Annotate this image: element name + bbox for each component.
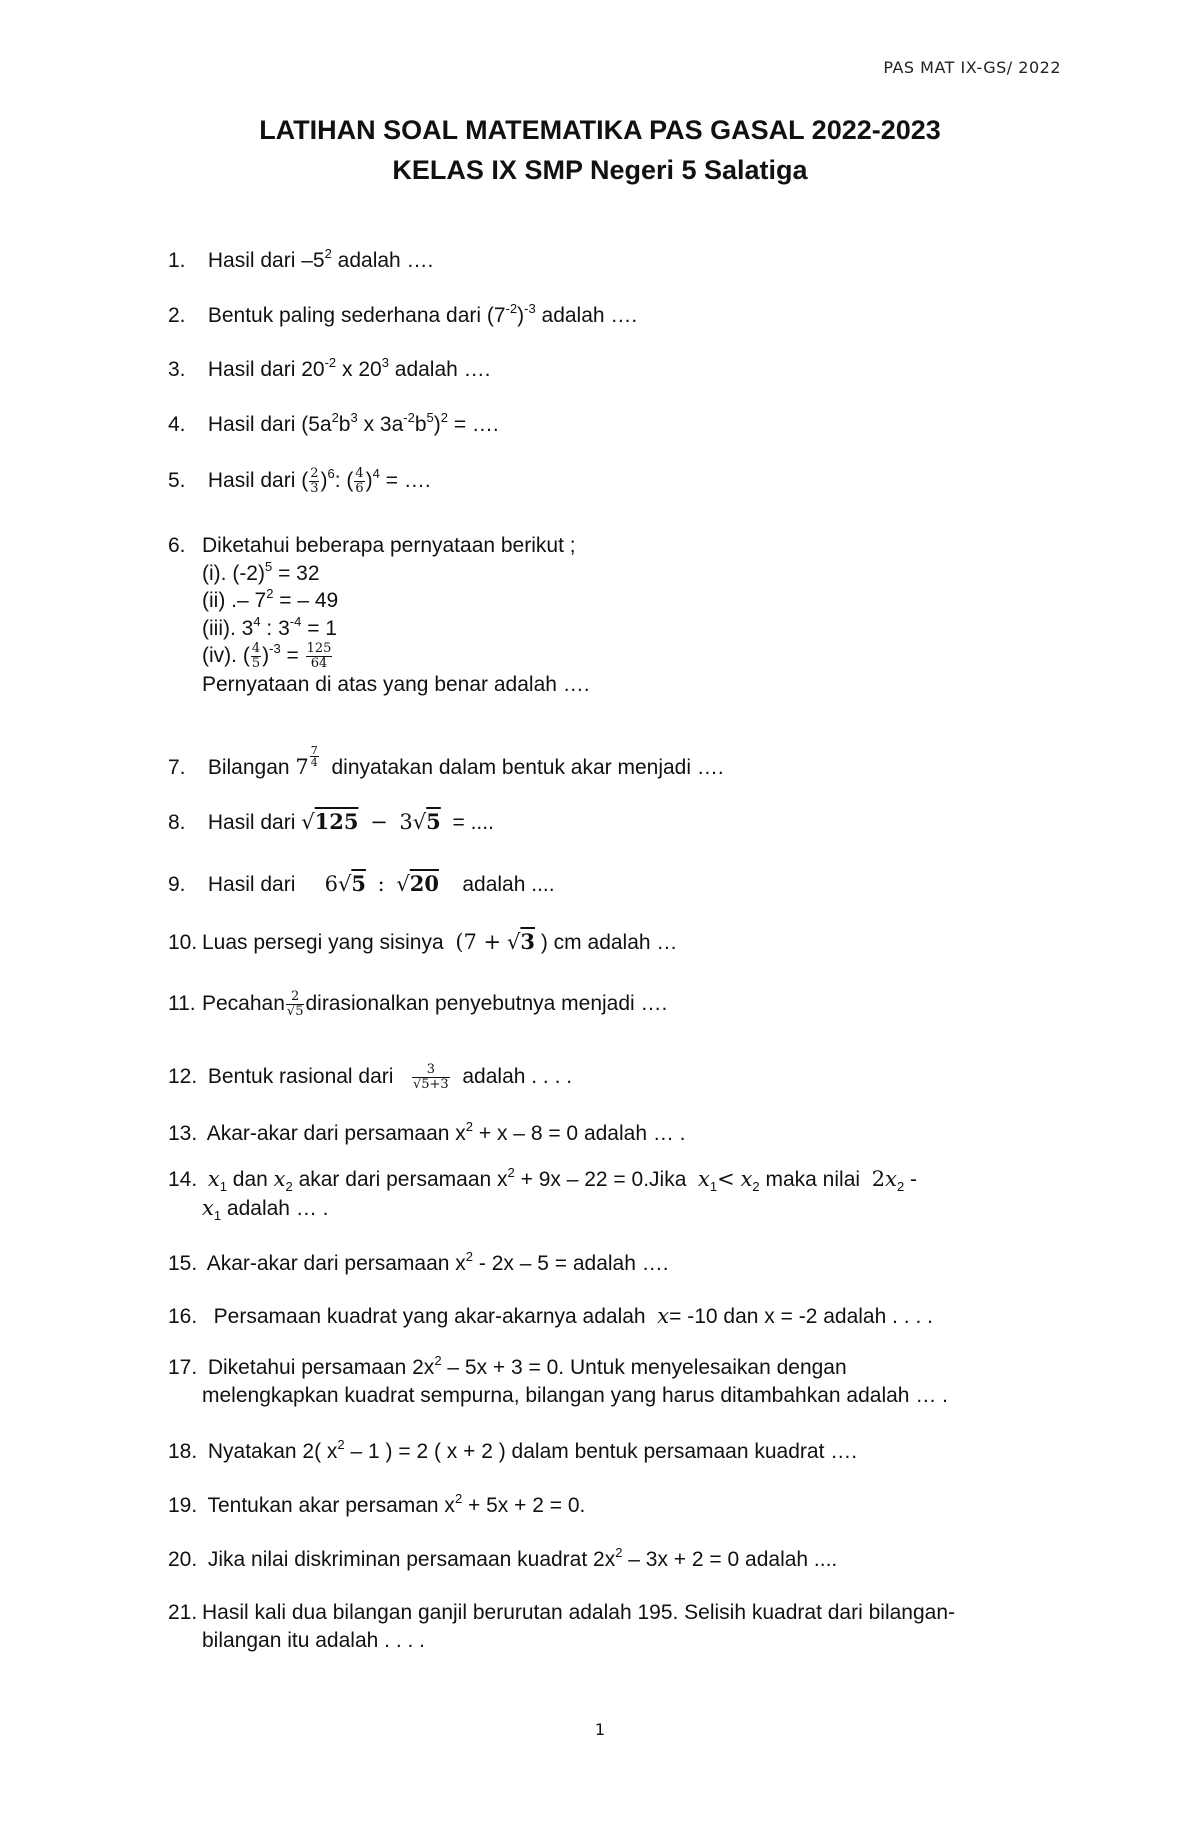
question-15 [168, 1250, 1068, 1278]
question-number: 14. [168, 1168, 198, 1191]
question-text: Nyatakan 2( x [207, 1440, 338, 1463]
subscript: 2 [896, 1179, 905, 1194]
numerator: 3 [412, 1063, 450, 1078]
statement-conclusion: Pernyataan di atas yang benar adalah …. [202, 673, 590, 696]
fraction [306, 642, 333, 671]
question-number: 10. [168, 931, 198, 954]
question-text: akar dari persamaan x [298, 1168, 508, 1191]
question-5 [168, 467, 1068, 496]
question-text: – 1 ) = 2 ( x + 2 ) dalam bentuk persamaan kuadrat …. [350, 1440, 858, 1463]
subscript: 2 [752, 1179, 760, 1194]
question-text: + 5x + 2 = 0. [468, 1494, 586, 1517]
question-text: Persamaan kuadrat yang akar-akarnya adalah [213, 1305, 646, 1328]
question-text: Hasil dari 20 [207, 358, 325, 381]
exponent: 6 [327, 466, 335, 482]
exponent: -3 [524, 301, 536, 316]
question-text: adalah …. [394, 358, 491, 381]
exponent: 2 [440, 410, 448, 425]
question-text: = …. [385, 469, 431, 493]
statement-text: ) [262, 644, 270, 668]
base: 7 [295, 755, 309, 779]
question-text: : ( [334, 469, 354, 493]
radical: √125 [301, 809, 359, 834]
radicand: 125 [314, 809, 359, 834]
title-line-2: KELAS IX SMP Negeri 5 Salatiga [392, 155, 808, 185]
statement-text: (ii) .– 7 [202, 589, 267, 612]
question-4 [168, 411, 1068, 439]
exponent: 2 [324, 246, 332, 261]
statement-text: = – 49 [279, 589, 339, 612]
variable: x [698, 1167, 710, 1191]
fraction-exponent [310, 745, 319, 768]
variable: x [740, 1167, 753, 1191]
expression: (7 + [455, 930, 502, 954]
question-text: Tentukan akar persaman x [207, 1494, 455, 1517]
exponent: -3 [269, 641, 281, 657]
exponent: 4 [253, 613, 261, 629]
question-10 [168, 928, 1068, 957]
numerator: 2 [310, 466, 319, 481]
question-text: Jika nilai diskriminan persamaan kuadrat 2x [207, 1548, 616, 1571]
operator: : [377, 872, 385, 896]
question-text: ) [433, 413, 441, 436]
question-text: = …. [453, 413, 499, 436]
question-text: dinyatakan dalam bentuk akar menjadi …. [331, 756, 724, 779]
statement-text: = [286, 644, 299, 668]
radical: √20 [396, 871, 439, 896]
question-text: Hasil dari –5 [207, 249, 325, 272]
operator: < [717, 1167, 735, 1191]
question-text: adalah …. [541, 304, 638, 327]
question-text: Bentuk paling sederhana dari (7 [207, 304, 506, 327]
subscript: 1 [213, 1208, 222, 1223]
question-3 [168, 356, 1068, 384]
question-number: 8. [168, 811, 186, 834]
exponent: -2 [324, 355, 337, 370]
question-1 [168, 247, 1068, 275]
question-number: 5. [168, 469, 186, 493]
title-line-1: LATIHAN SOAL MATEMATIKA PAS GASAL 2022-2023 [259, 115, 941, 145]
question-number: 1. [168, 249, 186, 272]
question-number: 16. [168, 1305, 198, 1328]
question-text: = .... [452, 811, 494, 834]
numerator: 125 [306, 641, 332, 656]
statement-text: : 3 [266, 616, 290, 640]
exponent: -4 [289, 613, 302, 629]
exponent: 2 [331, 410, 339, 425]
question-text: adalah …. [337, 249, 434, 272]
subscript: 1 [709, 1179, 718, 1194]
question-text: adalah . . . . [462, 1065, 573, 1089]
question-number: 15. [168, 1252, 198, 1275]
exponent: 2 [434, 1353, 442, 1368]
radical: √3 [507, 929, 536, 954]
question-text: Akar-akar dari persamaan x [206, 1122, 466, 1145]
exponent: 2 [615, 1545, 623, 1560]
question-text: + x – 8 = 0 adalah … . [478, 1122, 686, 1145]
question-20 [168, 1546, 1068, 1574]
question-11 [168, 990, 1068, 1019]
exponent: 2 [337, 1437, 345, 1452]
variable: x [207, 1167, 220, 1191]
question-text: Hasil dari [207, 873, 296, 896]
question-19 [168, 1492, 1068, 1520]
subscript: 1 [219, 1179, 227, 1194]
question-text: maka nilai [765, 1168, 861, 1191]
question-number: 17. [168, 1356, 198, 1379]
question-text: Diketahui persamaan 2x [207, 1356, 435, 1379]
statement-iii [168, 615, 1068, 643]
statement-text: (iii). 3 [202, 616, 254, 640]
question-17 [168, 1354, 1068, 1410]
radicand: 5 [351, 871, 366, 896]
question-number: 21. [168, 1601, 198, 1624]
question-text: - [910, 1168, 918, 1191]
question-number: 7. [168, 756, 186, 779]
exponent: 2 [507, 1165, 515, 1180]
question-number: 4. [168, 413, 186, 436]
document-code: PAS MAT IX-GS/ 2022 [883, 58, 1061, 77]
subscript: 2 [285, 1179, 293, 1194]
question-text: bilangan itu adalah . . . . [202, 1629, 425, 1652]
question-number: 18. [168, 1440, 198, 1463]
exponent: -2 [505, 301, 518, 316]
question-text: b [414, 413, 427, 436]
question-text: ) [320, 469, 328, 493]
question-16 [168, 1302, 1068, 1331]
radical: 6√5 [324, 871, 366, 896]
question-text: ) [517, 304, 525, 327]
question-text: dan [232, 1168, 268, 1191]
numerator: 7 [310, 744, 318, 757]
question-6 [168, 532, 1068, 699]
exponent: 2 [465, 1249, 474, 1264]
fraction [251, 642, 261, 671]
question-2 [168, 302, 1068, 330]
radicand: 20 [409, 871, 439, 896]
question-number: 9. [168, 873, 186, 896]
question-number: 6. [168, 534, 186, 557]
question-number: 20. [168, 1548, 198, 1571]
question-21 [168, 1599, 1068, 1655]
denominator: 6 [355, 481, 364, 496]
question-12 [168, 1063, 1068, 1092]
question-14 [168, 1165, 1068, 1223]
denominator: 5 [251, 656, 261, 671]
question-text: – 3x + 2 = 0 adalah .... [628, 1548, 838, 1571]
statement-text: (i). (-2) [202, 561, 265, 585]
exponent: 3 [381, 355, 389, 370]
statement-text: = 1 [307, 616, 337, 640]
question-text: Bilangan [207, 756, 290, 779]
exponent: 3 [350, 410, 358, 425]
question-text: Akar-akar dari persamaan x [206, 1252, 466, 1275]
question-text: Luas persegi yang sisinya [202, 931, 444, 954]
page-number: 1 [594, 1720, 606, 1739]
exponent: 5 [426, 410, 434, 425]
question-text: = -10 dan x = -2 adalah . . . . [669, 1305, 933, 1328]
variable: x [885, 1167, 897, 1191]
radical: 3√5 [399, 809, 441, 834]
exponent: 2 [465, 1119, 474, 1134]
radicand: 3 [520, 929, 536, 954]
question-text: Pecahan [202, 992, 285, 1016]
question-text: – 5x + 3 = 0. Untuk menyelesaikan dengan [447, 1356, 847, 1379]
question-text: Hasil dari ( [207, 469, 309, 493]
question-text: adalah … . [226, 1197, 329, 1220]
question-text: Hasil kali dua bilangan ganjil berurutan adalah 195. Selisih kuadrat dari bilangan- [202, 1601, 955, 1624]
question-text: + 9x – 22 = 0.Jika [520, 1168, 687, 1191]
question-text: ) cm adalah … [540, 931, 678, 954]
denominator: 64 [310, 656, 328, 671]
numerator: 2 [286, 990, 305, 1005]
question-13 [168, 1120, 1068, 1148]
exponent: 2 [266, 586, 274, 601]
question-text: ) [365, 469, 373, 493]
question-text: dirasionalkan penyebutnya menjadi …. [305, 992, 668, 1016]
operator: − [370, 810, 388, 834]
exponent: 2 [454, 1491, 463, 1506]
fraction [412, 1063, 450, 1092]
question-text: b [338, 413, 351, 436]
variable: x [202, 1196, 214, 1220]
fraction [354, 467, 364, 496]
numerator: 4 [251, 641, 261, 656]
variable: x [657, 1304, 670, 1328]
statement-text: (iv). ( [202, 644, 250, 668]
statement-iv [168, 642, 1068, 671]
question-text: x 3a [363, 413, 404, 436]
numerator: 4 [355, 466, 364, 481]
question-text: melengkapkan kuadrat sempurna, bilangan yang harus ditambahkan adalah … . [202, 1384, 948, 1407]
statement-text: = 32 [278, 561, 320, 585]
question-number: 19. [168, 1494, 198, 1517]
fraction [286, 990, 305, 1019]
question-text: - 2x – 5 = adalah …. [478, 1252, 669, 1275]
denominator: 4 [310, 756, 318, 769]
exponent: 4 [372, 466, 380, 482]
denominator: √5 [286, 1004, 304, 1019]
coefficient: 6 [324, 872, 338, 896]
question-text: Diketahui beberapa pernyataan berikut ; [202, 534, 576, 557]
statement-ii [168, 587, 1068, 615]
exponent: 5 [264, 558, 273, 574]
coefficient: 3 [399, 810, 413, 834]
exponent: -2 [403, 410, 415, 425]
question-number: 2. [168, 304, 186, 327]
question-8 [168, 808, 1068, 837]
variable: x [273, 1167, 286, 1191]
question-number: 11. [168, 992, 196, 1016]
question-9 [168, 870, 1068, 899]
title-block [0, 110, 1200, 190]
radicand: 5 [426, 809, 441, 834]
denominator: √5+3 [412, 1077, 449, 1092]
statement-i [168, 560, 1068, 588]
denominator: 3 [310, 481, 319, 496]
question-18 [168, 1438, 1068, 1466]
question-text: x 20 [341, 358, 382, 381]
question-text: adalah .... [462, 873, 555, 896]
question-text: Hasil dari (5a [207, 413, 332, 436]
fraction [309, 467, 319, 496]
question-number: 13. [168, 1122, 198, 1145]
question-7 [168, 745, 1068, 782]
question-number: 12. [168, 1065, 198, 1089]
question-number: 3. [168, 358, 186, 381]
question-text: Hasil dari [207, 811, 296, 834]
question-text: Bentuk rasional dari [207, 1065, 394, 1089]
coefficient: 2 [871, 1167, 886, 1191]
